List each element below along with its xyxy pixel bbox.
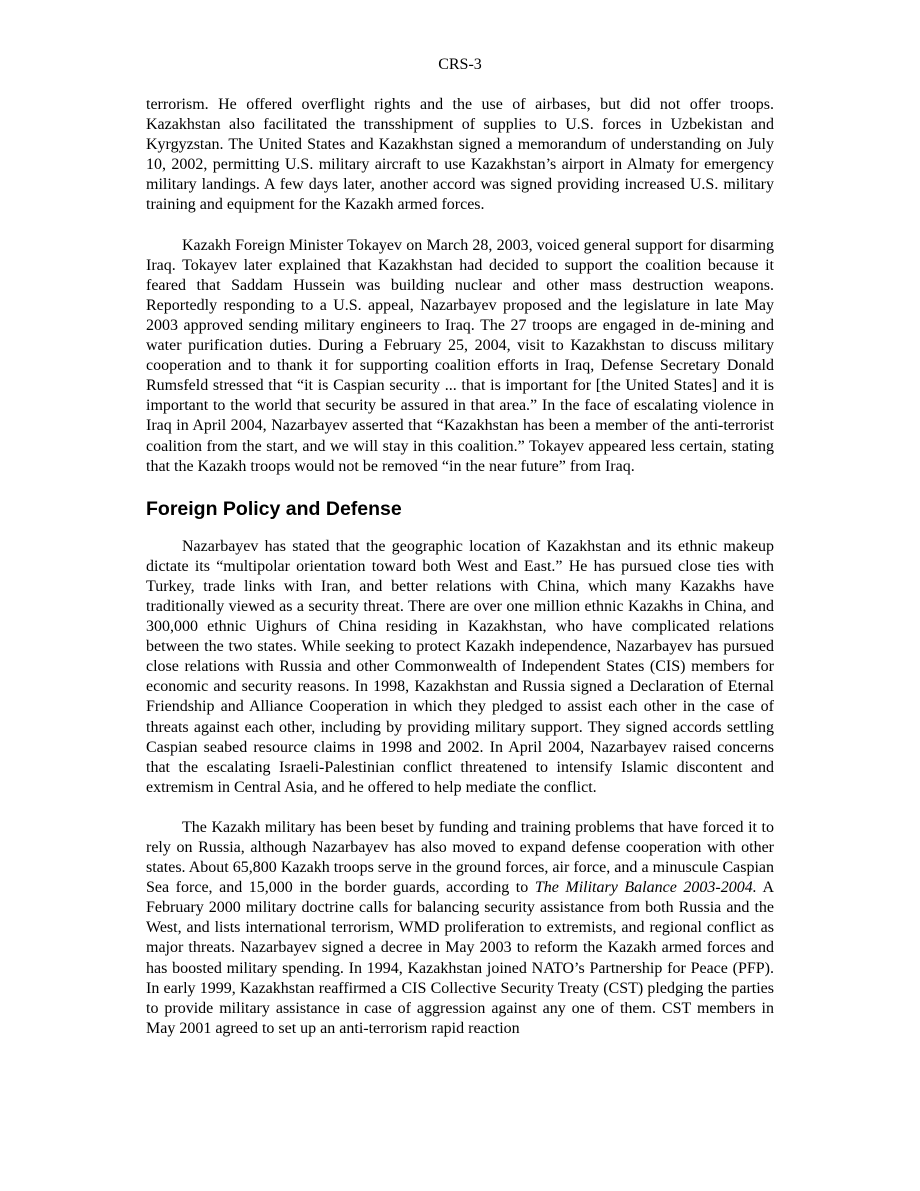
military-text-end: A February 2000 military doctrine calls for balancing security assistance from both Russia and the West, and lists international terrorism, WMD proliferation to extremists, and regional conflict as major threats. Nazarbayev signed a decree in May 2003 to reform the Kazakh armed forces and has boosted military spending. In 1994, Kazakhstan joined NATO’s Partnership for Peace (PFP). In early 1999, Kazakhstan reaffirmed a CIS Collective Security Treaty (CST) pledging the parties to provide military assistance in case of aggression against any one of them. CST members in May 2001 agreed to set up an anti-terrorism rapid reaction	[146, 879, 775, 1037]
document-body	[146, 95, 774, 1039]
paragraph-military	[146, 818, 774, 1039]
military-text-start: The Kazakh military has been beset by funding and training problems that have forced it to rely on Russia, although Nazarbayev has also moved to expand defense cooperation with other states. About 65,800 Kazakh troops serve in the ground forces, air force, and a minuscule Caspian Sea force, and 15,000 in the border guards, according to	[146, 818, 774, 897]
paragraph-foreign-policy: Nazarbayev has stated that the geographic location of Kazakhstan and its ethnic makeup dictate its “multipolar orientation toward both West and East.” He has pursued close ties with Turkey, trade links with Iran, and better relations with China, which many Kazakhs have traditionally viewed as a security threat. There are over one million ethnic Kazakhs in China, and 300,000 ethnic Uighurs of China residing in Kazakhstan, who have complicated relations between the two states. While seeking to protect Kazakh independence, Nazarbayev has pursued close relations with Russia and other Commonwealth of Independent States (CIS) members for economic and security reasons. In 1998, Kazakhstan and Russia signed a Declaration of Eternal Friendship and Alliance Cooperation in which they pledged to assist each other in the case of threats against each other, including by providing military support. They signed accords settling Caspian seabed resource claims in 1998 and 2002. In April 2004, Nazarbayev raised concerns that the escalating Israeli-Palestinian conflict threatened to intensify Islamic discontent and extremism in Central Asia, and he offered to help mediate the conflict.	[146, 537, 774, 796]
section-heading: Foreign Policy and Defense	[146, 497, 402, 520]
paragraph-iraq-support: Kazakh Foreign Minister Tokayev on March 28, 2003, voiced general support for disarming Iraq. Tokayev later explained that Kazakhstan had decided to support the coalition because it feared that Saddam Hussein was building nuclear and other mass destruction weapons. Reportedly responding to a U.S. appeal, Nazarbayev proposed and the legislature in late May 2003 approved sending military engineers to Iraq. The 27 troops are engaged in de-mining and water purification duties. During a February 25, 2004, visit to Kazakhstan to discuss military cooperation and to thank it for supporting coalition efforts in Iraq, Defense Secretary Donald Rumsfeld stressed that “it is Caspian security ... that is important for [the United States] and it is important to the world that security be assured in that area.” In the face of escalating violence in Iraq in April 2004, Nazarbayev asserted that “Kazakhstan has been a member of the anti-terrorist coalition from the start, and we will stay in this coalition.” Tokayev appeared less certain, stating that the Kazakh troops would not be removed “in the near future” from Iraq.	[146, 236, 774, 475]
paragraph-continuation: terrorism. He offered overflight rights and the use of airbases, but did not offer troops. Kazakhstan also facilitated the transshipment of supplies to U.S. forces in Uzbekistan and Kyrgyzstan. The United States and Kazakhstan signed a memorandum of understanding on July 10, 2002, permitting U.S. military aircraft to use Kazakhstan’s airport in Almaty for emergency military landings. A few days later, another accord was signed providing increased U.S. military training and equipment for the Kazakh armed forces.	[146, 96, 774, 214]
publication-title: The Military Balance 2003-2004.	[534, 879, 757, 897]
page-number: CRS-3	[438, 56, 482, 73]
